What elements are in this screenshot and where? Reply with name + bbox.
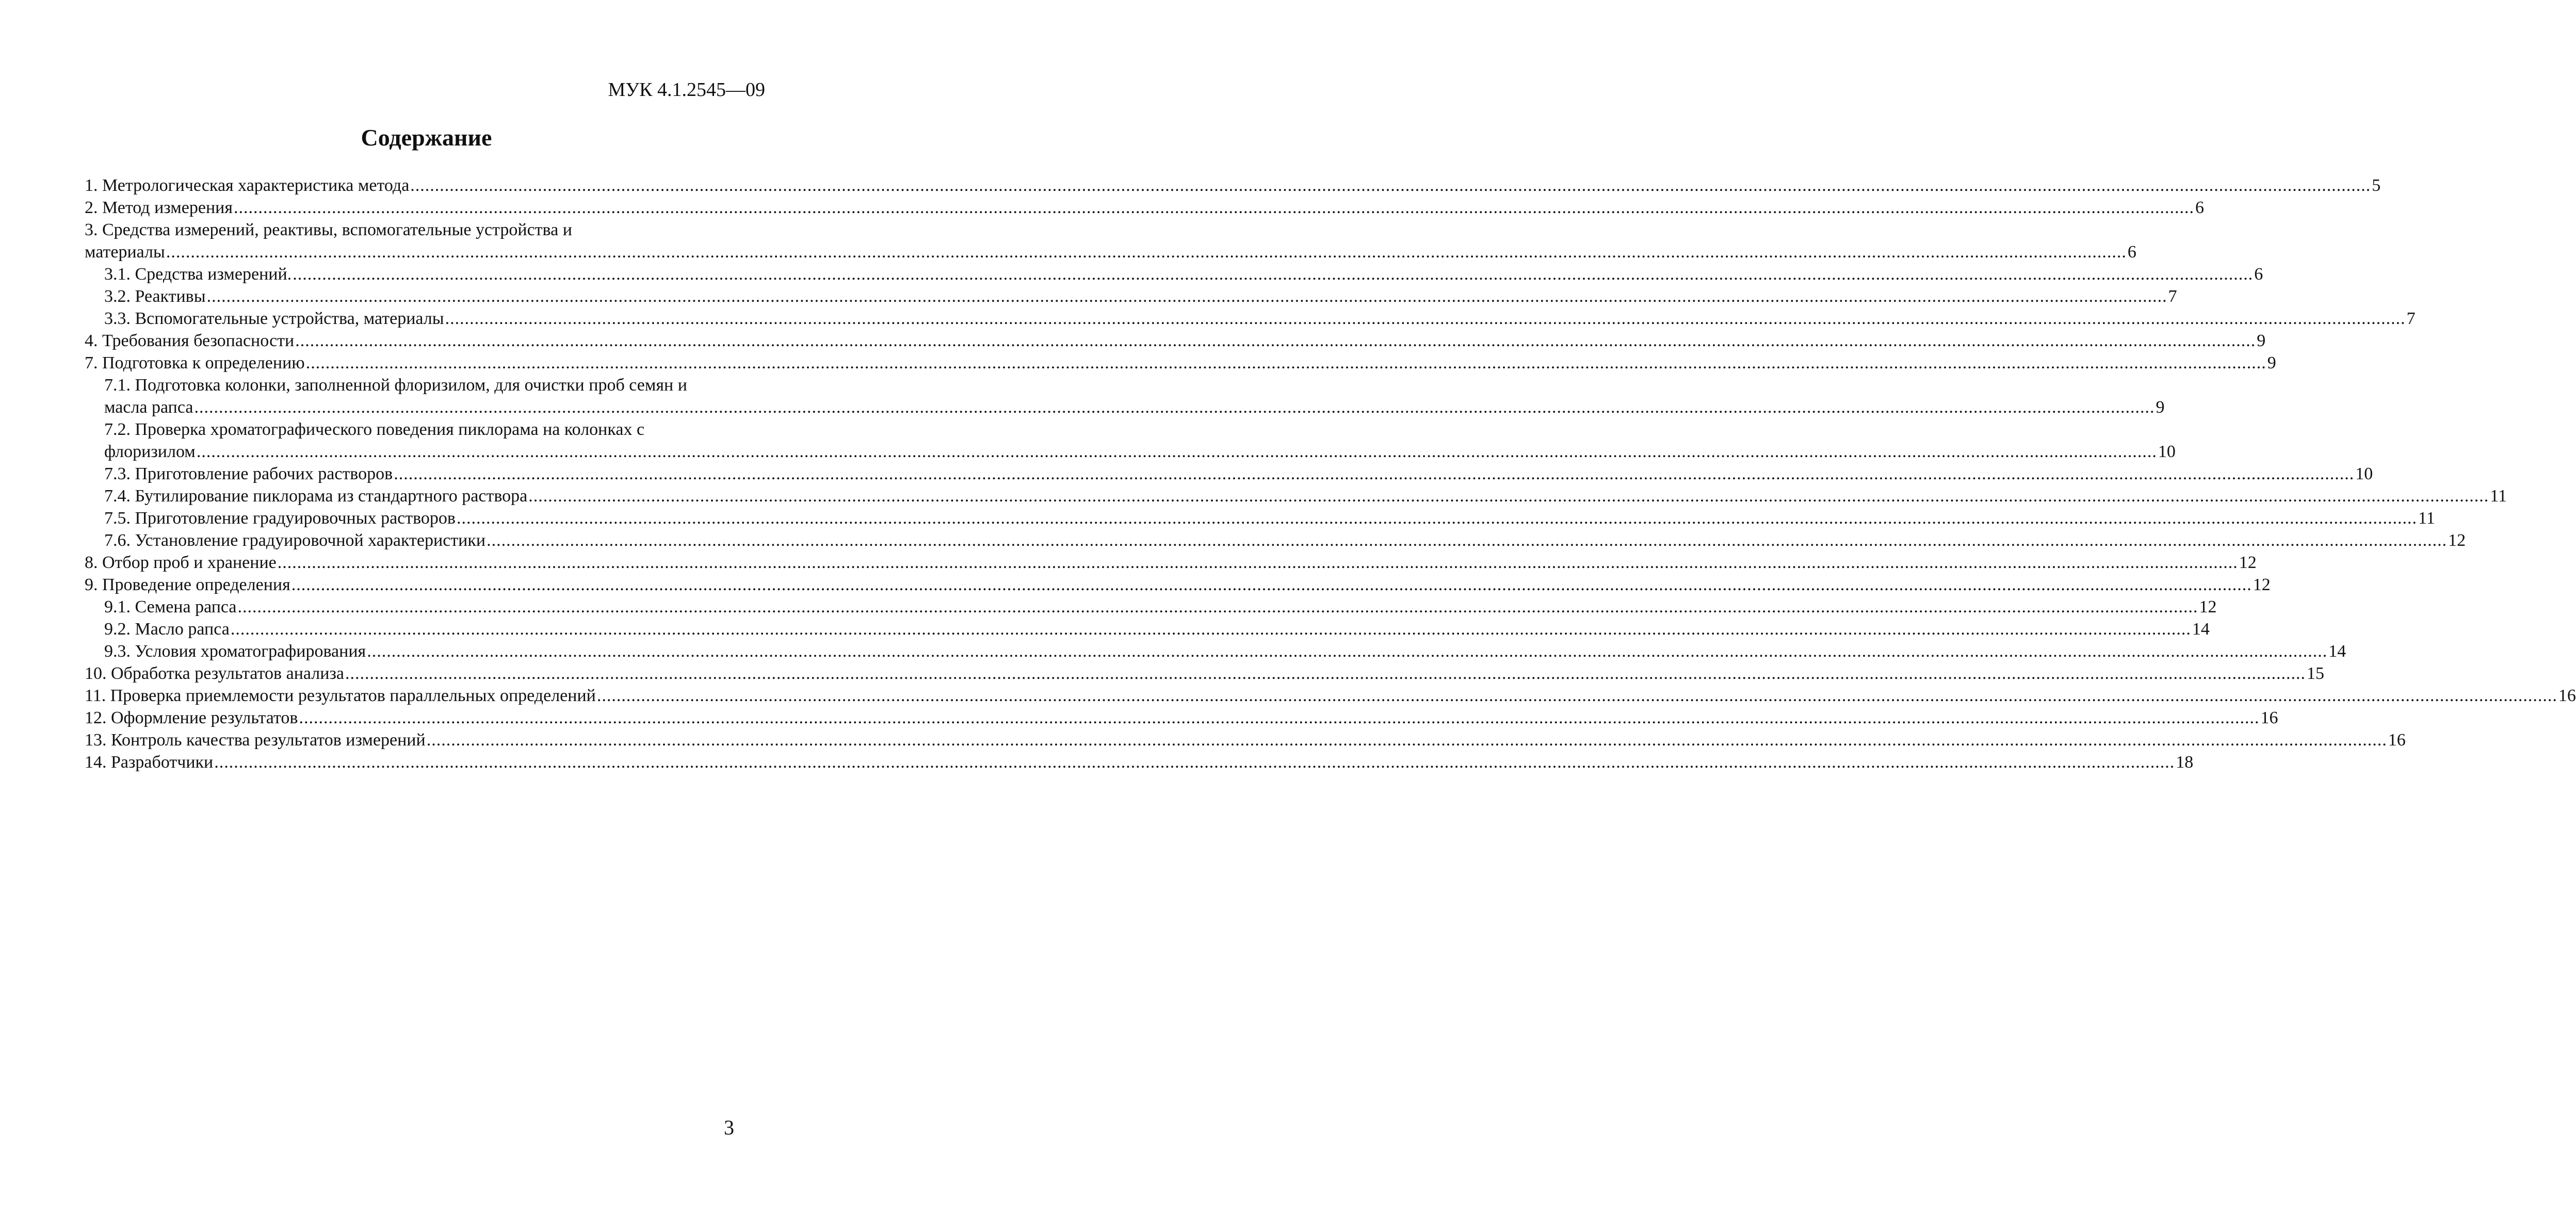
toc-entry (85, 596, 2217, 618)
toc-dot-leader: ................................................................................................................................................................................................................................................................................................................................................................................................................ (291, 575, 2252, 594)
toc-entry-page: 9 (2267, 353, 2276, 372)
toc-entry-title: 11. Проверка приемлемости результатов параллельных определений (85, 686, 596, 705)
toc-entry (85, 618, 2210, 640)
toc-entry-title: 3.1. Средства измерений. (104, 265, 292, 284)
toc-dot-leader: ................................................................................................................................................................................................................................................................................................................................................................................................................ (293, 265, 2254, 284)
table-of-contents (85, 174, 2576, 773)
toc-entry-page: 12 (2448, 531, 2466, 550)
toc-dot-leader: ................................................................................................................................................................................................................................................................................................................................................................................................................ (345, 664, 2306, 683)
toc-entry (85, 418, 2176, 463)
toc-entry-title: 3.3. Вспомогательные устройства, материалы (104, 309, 444, 328)
toc-dot-leader: ................................................................................................................................................................................................................................................................................................................................................................................................................ (528, 486, 2489, 506)
toc-entry (85, 330, 2266, 352)
toc-entry-title: 10. Обработка результатов анализа (85, 664, 344, 683)
toc-entry-title: 9.2. Масло рапса (104, 620, 230, 639)
toc-entry-title: 9.1. Семена рапса (104, 597, 237, 616)
toc-entry-first-line: 7.2. Проверка хроматографического поведения пиклорама на колонках с (104, 420, 645, 439)
toc-dot-leader: ................................................................................................................................................................................................................................................................................................................................................................................................................ (299, 708, 2260, 727)
toc-entry-page: 18 (2176, 753, 2194, 772)
toc-entry (85, 640, 2346, 662)
toc-entry-page: 6 (2254, 265, 2263, 284)
toc-entry (85, 685, 2576, 707)
toc-entry-page: 14 (2328, 642, 2346, 661)
toc-entry (85, 751, 2194, 773)
toc-dot-leader: ................................................................................................................................................................................................................................................................................................................................................................................................................ (166, 242, 2127, 262)
toc-entry (85, 352, 2276, 374)
toc-entry-page: 15 (2306, 664, 2324, 683)
toc-dot-leader: ................................................................................................................................................................................................................................................................................................................................................................................................................ (410, 176, 2371, 195)
toc-dot-leader: ................................................................................................................................................................................................................................................................................................................................................................................................................ (487, 531, 2448, 550)
toc-dot-leader: ................................................................................................................................................................................................................................................................................................................................................................................................................ (277, 553, 2238, 572)
toc-entry-title: 3.2. Реактивы (104, 287, 206, 306)
toc-entry-title: 12. Оформление результатов (85, 708, 298, 727)
toc-dot-leader: ................................................................................................................................................................................................................................................................................................................................................................................................................ (305, 353, 2266, 372)
toc-entry (85, 463, 2373, 485)
document-code: МУК 4.1.2545—09 (608, 79, 765, 101)
toc-entry (85, 197, 2204, 219)
toc-entry-first-line: 7.1. Подготовка колонки, заполненной флоризилом, для очистки проб семян и (104, 376, 687, 395)
toc-entry-title: 7.5. Приготовление градуировочных растворов (104, 509, 456, 528)
toc-dot-leader: ................................................................................................................................................................................................................................................................................................................................................................................................................ (214, 753, 2175, 772)
toc-entry-first-line: 3. Средства измерений, реактивы, вспомогательные устройства и (85, 220, 572, 239)
toc-dot-leader: ................................................................................................................................................................................................................................................................................................................................................................................................................ (196, 442, 2157, 461)
toc-entry-page: 16 (2558, 686, 2576, 705)
toc-entry-page: 16 (2260, 708, 2278, 727)
toc-dot-leader: ................................................................................................................................................................................................................................................................................................................................................................................................................ (233, 198, 2194, 217)
toc-entry-title: 7. Подготовка к определению (85, 353, 305, 372)
toc-entry-title: 13. Контроль качества результатов измерений (85, 730, 426, 750)
toc-entry (85, 507, 2435, 529)
toc-entry-title: 1. Метрологическая характеристика метода (85, 176, 410, 195)
toc-entry-page: 11 (2490, 486, 2507, 506)
toc-dot-leader: ................................................................................................................................................................................................................................................................................................................................................................................................................ (596, 686, 2557, 705)
toc-entry (85, 307, 2416, 330)
toc-entry (85, 485, 2507, 507)
toc-entry (85, 285, 2177, 307)
toc-dot-leader: ................................................................................................................................................................................................................................................................................................................................................................................................................ (194, 398, 2155, 417)
toc-entry-title: масла рапса (104, 398, 193, 417)
toc-entry (85, 707, 2278, 729)
toc-entry-title: 4. Требования безопасности (85, 331, 295, 350)
toc-entry-page: 9 (2156, 398, 2165, 417)
toc-dot-leader: ................................................................................................................................................................................................................................................................................................................................................................................................................ (230, 620, 2191, 639)
toc-entry-page: 7 (2406, 309, 2416, 328)
toc-entry-page: 10 (2158, 442, 2176, 461)
toc-dot-leader: ................................................................................................................................................................................................................................................................................................................................................................................................................ (445, 309, 2406, 328)
toc-entry-page: 12 (2239, 553, 2257, 572)
toc-entry-page: 14 (2192, 620, 2210, 639)
toc-entry-page: 11 (2418, 509, 2435, 528)
toc-dot-leader: ................................................................................................................................................................................................................................................................................................................................................................................................................ (206, 287, 2167, 306)
toc-entry-title: 8. Отбор проб и хранение (85, 553, 277, 572)
toc-dot-leader: ................................................................................................................................................................................................................................................................................................................................................................................................................ (237, 597, 2198, 616)
toc-entry-title: 7.4. Бутилирование пиклорама из стандартного раствора (104, 486, 528, 506)
toc-entry-title: 7.6. Установление градуировочной характеристики (104, 531, 486, 550)
toc-dot-leader: ................................................................................................................................................................................................................................................................................................................................................................................................................ (456, 509, 2417, 528)
toc-dot-leader: ................................................................................................................................................................................................................................................................................................................................................................................................................ (394, 464, 2355, 483)
toc-entry-page: 7 (2168, 287, 2177, 306)
toc-entry (85, 174, 2381, 197)
toc-entry-title: материалы (85, 242, 165, 262)
toc-entry-title: 2. Метод измерения (85, 198, 233, 217)
toc-entry (85, 729, 2406, 751)
toc-entry-title: 9.3. Условия хроматографирования (104, 642, 366, 661)
toc-entry-page: 5 (2372, 176, 2381, 195)
toc-entry-page: 12 (2253, 575, 2271, 594)
toc-entry-page: 6 (2127, 242, 2136, 262)
toc-entry (85, 662, 2324, 685)
toc-entry-title: 9. Проведение определения (85, 575, 290, 594)
toc-entry-page: 6 (2195, 198, 2204, 217)
toc-dot-leader: ................................................................................................................................................................................................................................................................................................................................................................................................................ (295, 331, 2256, 350)
toc-dot-leader: ................................................................................................................................................................................................................................................................................................................................................................................................................ (367, 642, 2328, 661)
toc-entry-title: флоризилом (104, 442, 196, 461)
toc-entry-page: 10 (2355, 464, 2373, 483)
toc-title: Содержание (361, 124, 492, 151)
page-number: 3 (724, 1116, 734, 1139)
toc-entry (85, 551, 2257, 574)
toc-entry-title: 14. Разработчики (85, 753, 214, 772)
toc-entry-page: 9 (2257, 331, 2266, 350)
toc-entry (85, 529, 2466, 551)
toc-entry (85, 263, 2263, 285)
toc-entry (85, 219, 2136, 263)
toc-entry-page: 12 (2199, 597, 2217, 616)
toc-entry (85, 374, 2165, 418)
toc-entry-page: 16 (2388, 730, 2406, 750)
toc-entry-title: 7.3. Приготовление рабочих растворов (104, 464, 393, 483)
toc-dot-leader: ................................................................................................................................................................................................................................................................................................................................................................................................................ (426, 730, 2387, 750)
toc-entry (85, 574, 2271, 596)
